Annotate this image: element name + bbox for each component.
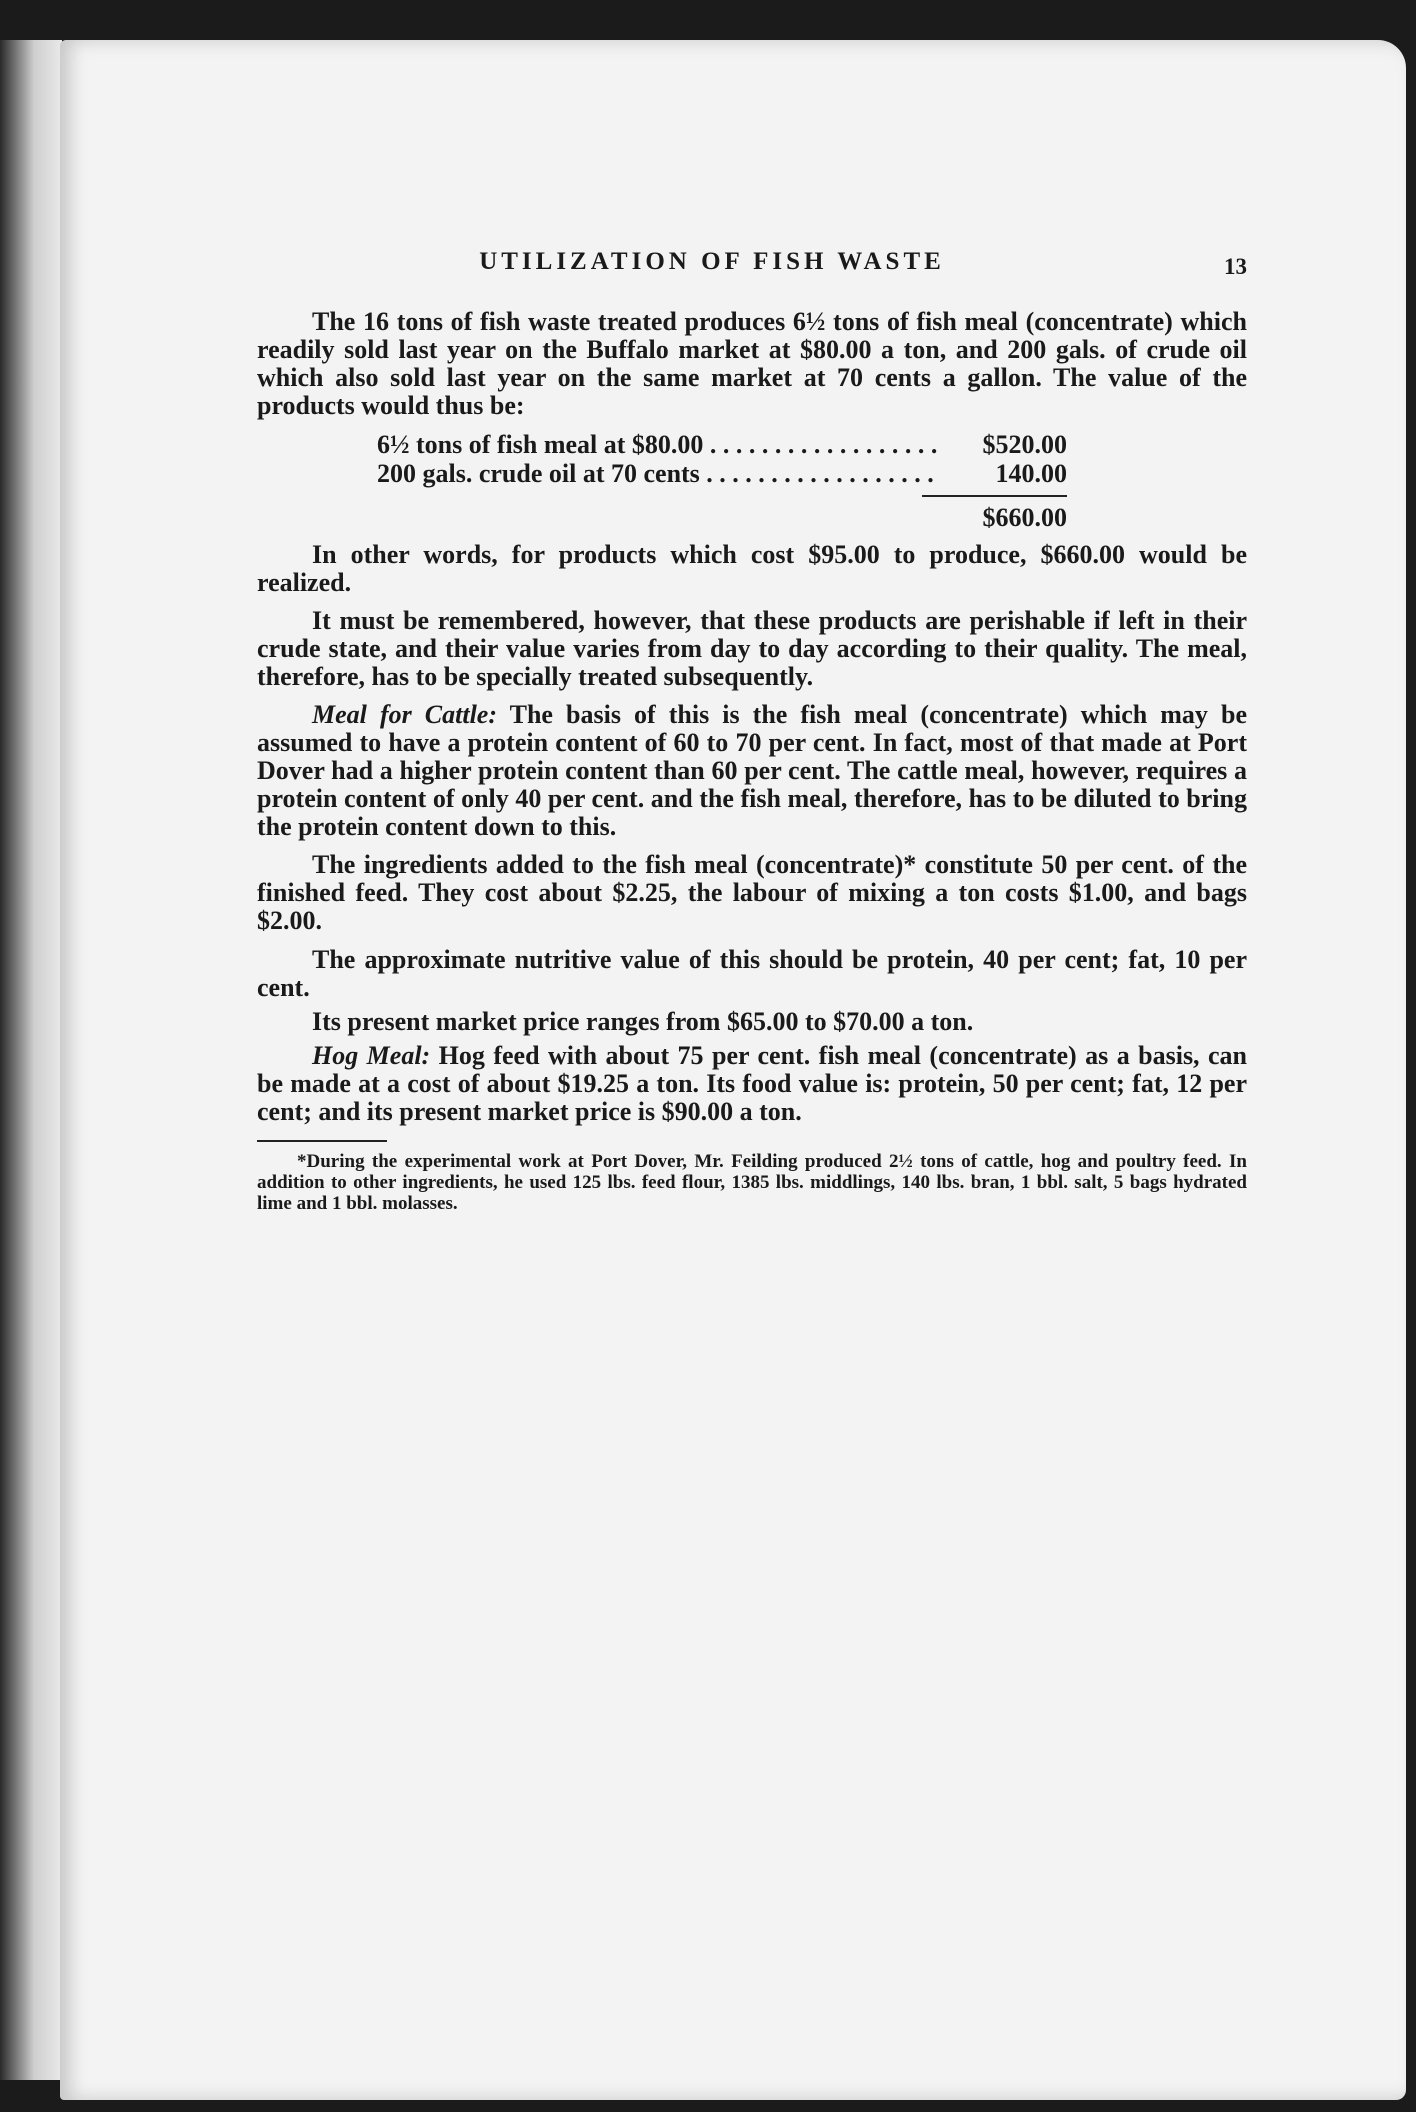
paragraph-hog-meal	[257, 1042, 1247, 1126]
book-spine	[0, 40, 62, 2080]
page-content	[257, 248, 1247, 1215]
footnote: *During the experimental work at Port Dover, Mr. Feilding produced 2½ tons of cattle, hog and poultry feed. In addition to other ingredients, he used 125 lbs. feed flour, 1385 lbs. middlings, 140 lbs. bran, 1 bbl. salt, 5 bags hydrated lime and 1 bbl. molasses.	[257, 1151, 1247, 1214]
paragraph-market-price: Its present market price ranges from $65.00 to $70.00 a ton.	[312, 1006, 974, 1036]
paragraph-meal-for-cattle	[257, 701, 1247, 841]
paragraph-nutritive-value: The approximate nutritive value of this should be protein, 40 per cent; fat, 10 per cent.	[257, 944, 1247, 1002]
products-value-ledger	[377, 430, 1067, 532]
section-lead-meal-for-cattle: Meal for Cattle:	[312, 699, 498, 729]
running-head	[257, 248, 1247, 294]
paragraph-body: Hog feed with about 75 per cent. fish meal (concentrate) as a basis, can be made at a cost of about $19.25 a ton. Its food value is: protein, 50 per cent; fat, 12 per cent; and its present market price is $90.00 a ton.	[257, 1040, 1248, 1126]
footnote-rule	[257, 1140, 387, 1142]
ledger-row	[377, 459, 1067, 488]
paragraph-ingredients: The ingredients added to the fish meal (concentrate)* constitute 50 per cent. of the finished feed. They cost about $2.25, the labour of mixing a ton costs $1.00, and bags $2.00.	[257, 850, 1247, 936]
running-head-title: UTILIZATION OF FISH WASTE	[479, 248, 945, 275]
ledger-row-amount: 140.00	[995, 459, 1067, 489]
book-page	[60, 40, 1406, 2100]
page-number: 13	[1224, 254, 1247, 279]
paragraph-perishable: It must be remembered, however, that these products are perishable if left in their crude state, and their value varies from day to day according to their quality. The meal, therefore, has to be specially treated subsequently.	[257, 605, 1247, 691]
ledger-row-label: 6½ tons of fish meal at $80.00 . . . . . . . . . . . . . . . . . .	[377, 430, 938, 460]
ledger-row-label: 200 gals. crude oil at 70 cents . . . . . . . . . . . . . . . . . .	[377, 459, 934, 489]
paragraph-realized-value: In other words, for products which cost $95.00 to produce, $660.00 would be realized.	[257, 539, 1247, 597]
ledger-total-rule	[922, 495, 1067, 497]
ledger-row-amount: $520.00	[982, 430, 1067, 460]
section-lead-hog-meal: Hog Meal:	[312, 1040, 431, 1070]
ledger-total: $660.00	[982, 502, 1067, 532]
paragraph-body: The basis of this is the fish meal (concentrate) which may be assumed to have a protein content of 60 to 70 per cent. In fact, most of that made at Port Dover had a higher protein content than 60 per cent. The cattle meal, however, requires a protein content of only 40 per cent. and the fish meal, therefore, has to be diluted to bring the protein content down to this.	[257, 699, 1247, 842]
ledger-row	[377, 430, 1067, 459]
paragraph-fish-meal-yield: The 16 tons of fish waste treated produces 6½ tons of fish meal (concentrate) which readily sold last year on the Buffalo market at $80.00 a ton, and 200 gals. of crude oil which also sold last year on the same market at 70 cents a gallon. The value of the products would thus be:	[257, 307, 1247, 421]
